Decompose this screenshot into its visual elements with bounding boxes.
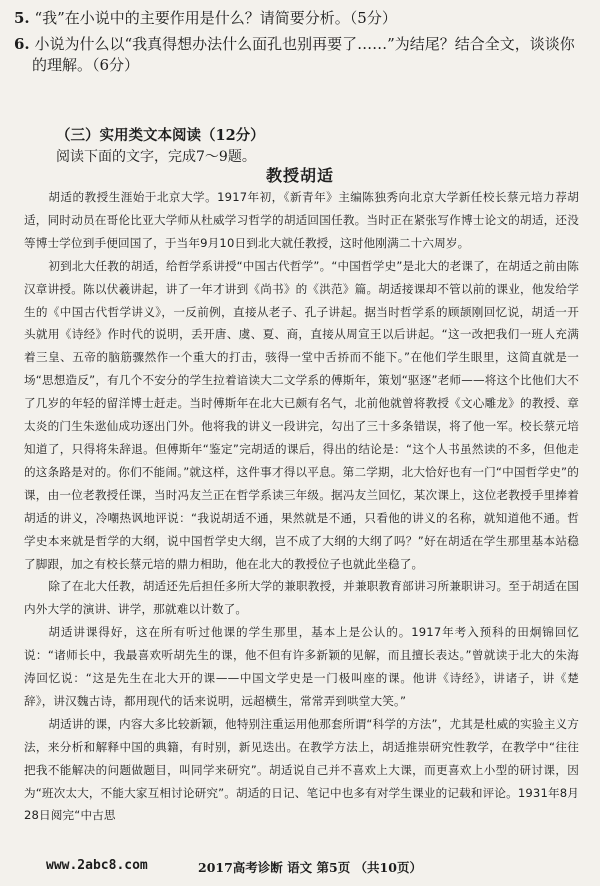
article-paragraph: 胡适讲课得好，这在所有听过他课的学生那里，基本上是公认的。1917年考入预科的田炯锦回忆说：“诸师长中，我最喜欢听胡先生的课，他不但有许多新颖的见解，而且擅长表达。”曾就读于北大的朱海涛回忆说：“这是先生在北大开的课——中国文学史是一门极叫座的课。他讲《诗经》，讲诸子，讲《楚辞》，讲汉魏古诗，都用现代的话来说明，远超横生，常常弄到哄堂大笑。” bbox=[24, 625, 579, 708]
article-title: 教授胡适 bbox=[265, 166, 334, 185]
section-heading: （三）实用类文本阅读（12分） bbox=[56, 127, 265, 144]
page-number-info: 2017高考诊断 语文 第5页 （共10页） bbox=[198, 860, 422, 875]
question-number: 6. bbox=[14, 35, 30, 53]
article-paragraph: 初到北大任教的胡适，给哲学系讲授“中国古代哲学”。“中国哲学史”是北大的老课了，在胡适之前由陈汉章讲授。陈以伏羲讲起，讲了一年才讲到《尚书》的《洪范》篇。胡适接课却不管以前的课业，他发给学生的《中国古代哲学讲义》，一反前例，直接从老子、孔子讲起。据当时哲学系的顾颉刚回忆说，胡适一开头就用《诗经》作时代的说明，丢开唐、虞、夏、商，直接从周宣王以后讲起。“这一改把我们一班人充满着三皇、五帝的脑筋骤然作一个重大的打击，骇得一堂中舌挢而不能下。”在他们学生眼里，这简直就是一场“思想造反”，有几个不安分的学生拉着谙读大二文学系的傅斯年，策划“驱逐”老师——将这个比他们大不了几岁的年轻的留洋博士赶走。当时傅斯年在北大已颇有名气，北前他就曾将教授《文心雕龙》的教授、章太炎的门生朱逖仙成功逐出门外。他将我的讲义一段讲完，勾出了三十多条错误，将了他一军。校长蔡元培知道了，只得将朱辞退。但傅斯年“鉴定”完胡适的课后，得出的结论是：“这个人书虽然读的不多，但他走的这条路是对的。你们不能闹。”就这样，这件事才得以平息。第二学期，北大恰好也有一门“中国哲学史”的课，由一位老教授任课，当时冯友兰正在哲学系读三年级。据冯友兰回忆，某次课上，这位老教授手里捧着胡适的讲义，冷嘲热讽地评说：“我说胡适不通，果然就是不通，只看他的讲义的名称，就知道他不通。哲学史本来就是哲学的大纲，说中国哲学史大纲，岂不成了大纲的大纲了吗？”好在胡适在学生那里基本站稳了脚跟，加之有校长蔡元培的鼎力相助，他在北大的教授位子也就此坐稳了。 bbox=[24, 258, 579, 571]
article-body bbox=[24, 186, 579, 827]
article-paragraph: 胡适的教授生涯始于北京大学。1917年初，《新青年》主编陈独秀向北京大学新任校长蔡元培力荐胡适，同时动员在哥伦比亚大学师从杜威学习哲学的胡适回国任教。当时正在紧张写作博士论文的胡适，还没等博士学位到手便回国了，于当年9月10日到北大就任教授，这时他刚满二十六周岁。 bbox=[24, 190, 579, 250]
question-number: 5. bbox=[14, 9, 30, 27]
question-5 bbox=[14, 8, 586, 29]
page-footer bbox=[0, 858, 600, 878]
question-6 bbox=[14, 34, 586, 76]
site-url: www.2abc8.com bbox=[46, 858, 148, 873]
article-paragraph: 胡适讲的课，内容大多比较新颖，他特别注重运用他那套所谓“科学的方法”，尤其是杜威的实验主义方法，来分析和解释中国的典籍，有时别，新见迭出。在教学方法上，胡适推崇研究性教学，在教学中“往往把我不能解决的问题做题目，叫同学来研究”。胡适说自己并不喜欢上大课，而更喜欢上小型的研讨课，因为“班次太大，不能大家互相讨论研究”。胡适的日记、笔记中也多有对学生课业的记载和评论。1931年8月28日阅完“中古思 bbox=[24, 716, 579, 823]
section-instruction: 阅读下面的文字，完成7～9题。 bbox=[56, 149, 256, 165]
question-text: 小说为什么以“我真得想办法什么面孔也别再要了……”为结尾？结合全文，谈谈你的理解。（6分） bbox=[32, 35, 575, 74]
article-paragraph: 除了在北大任教，胡适还先后担任多所大学的兼职教授，并兼职教育部讲习所兼职讲习。至于胡适在国内外大学的演讲、讲学，那就难以计数了。 bbox=[24, 579, 579, 617]
question-text: “我”在小说中的主要作用是什么？请简要分析。（5分） bbox=[34, 9, 397, 27]
